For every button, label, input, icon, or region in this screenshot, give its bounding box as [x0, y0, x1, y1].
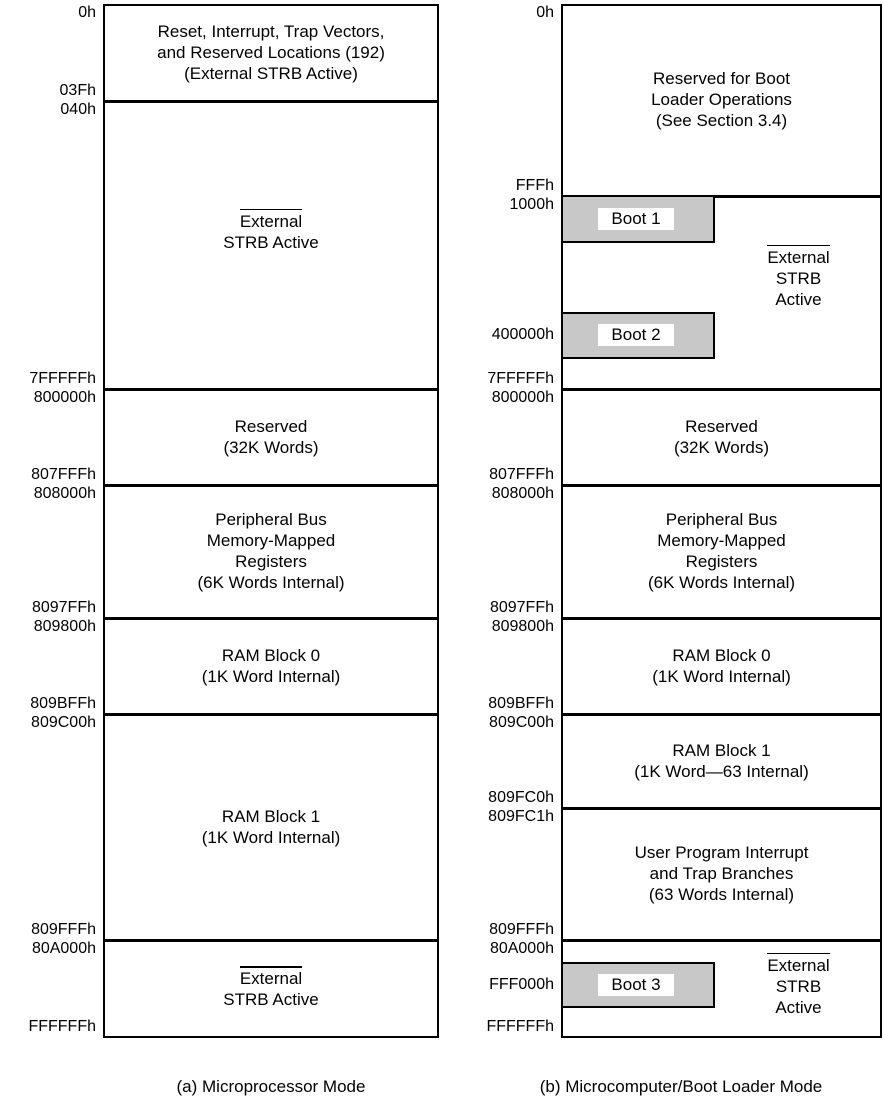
map-b-divider: [561, 939, 882, 942]
map-b-address: 400000h: [491, 326, 554, 343]
boot-3-label: Boot 3: [598, 974, 674, 996]
map-b-address: 809800h: [491, 618, 554, 635]
map-b-address: 7FFFFFh: [487, 370, 554, 387]
map-a-address: 808000h: [33, 485, 96, 502]
map-b-address: 808000h: [491, 485, 554, 502]
boot-2-label: Boot 2: [598, 324, 674, 346]
map-a-address: 80A000h: [31, 940, 96, 957]
map-a-region-reserved: Reserved (32K Words): [223, 416, 319, 457]
map-b-address: 8097FFh: [489, 599, 554, 616]
map-b-address: FFF000h: [489, 976, 554, 993]
map-a-region-ram-block-0: RAM Block 0 (1K Word Internal): [201, 645, 341, 686]
map-b-caption: (b) Microcomputer/Boot Loader Mode: [539, 1077, 823, 1096]
map-a-caption: (a) Microprocessor Mode: [176, 1077, 366, 1096]
map-a-address: 040h: [60, 101, 96, 118]
map-a-address: FFFFFFh: [28, 1018, 96, 1035]
map-a-region-external-strb-upper: External STRB Active: [223, 969, 319, 1009]
map-a-address: 807FFFh: [31, 466, 96, 483]
map-a-address: 8097FFh: [31, 599, 96, 616]
map-b-address: FFFh: [515, 177, 554, 194]
map-b-address: 809FFFh: [489, 921, 554, 938]
map-a-address: 809800h: [33, 618, 96, 635]
map-a-address: 809FFFh: [31, 921, 96, 938]
map-b-address: 1000h: [509, 196, 554, 213]
map-b-address: 807FFFh: [489, 466, 554, 483]
map-a-address: 7FFFFFh: [29, 370, 96, 387]
map-b-region-reserved: Reserved (32K Words): [673, 416, 770, 457]
map-a-address: 03Fh: [59, 82, 96, 99]
map-a-region-ram-block-1: RAM Block 1 (1K Word Internal): [201, 806, 341, 847]
map-b-address: 800000h: [491, 389, 554, 406]
map-b-region-boot-loader-reserved: Reserved for Boot Loader Operations (See Section 3.4): [651, 69, 792, 130]
boot-1-label: Boot 1: [598, 208, 674, 230]
map-a-address: 800000h: [33, 389, 96, 406]
map-a-region-external-strb: External STRB Active: [223, 211, 319, 252]
map-b-region-external-strb: External STRB Active: [767, 247, 830, 309]
map-b-address: 0h: [536, 4, 554, 21]
map-b-region-ram-block-1: RAM Block 1 (1K Word—63 Internal): [634, 740, 809, 781]
map-a-address: 809BFFh: [30, 695, 96, 712]
map-b-region-external-strb-upper: External STRB Active: [767, 955, 830, 1017]
map-b-address: 809C00h: [489, 714, 554, 731]
map-b-address: FFFFFFh: [486, 1018, 554, 1035]
map-b-region-ram-block-0: RAM Block 0 (1K Word Internal): [652, 645, 791, 686]
map-b-address: 80A000h: [489, 940, 554, 957]
map-b-address: 809FC0h: [488, 789, 554, 806]
map-a-address: 0h: [78, 4, 96, 21]
map-b-address: 809FC1h: [488, 808, 554, 825]
map-a-address: 809C00h: [31, 714, 96, 731]
map-b-address: 809BFFh: [488, 695, 554, 712]
map-b-region-user-program-branches: User Program Interrupt and Trap Branches (63 Words Internal): [634, 843, 809, 904]
map-a-region-vectors: Reset, Interrupt, Trap Vectors, and Reserved Locations (192) (External STRB Active): [157, 21, 385, 83]
map-a-region-peripheral-bus: Peripheral Bus Memory-Mapped Registers (6K Words Internal): [197, 510, 345, 592]
map-b-region-peripheral-bus: Peripheral Bus Memory-Mapped Registers (6K Words Internal): [647, 510, 796, 592]
